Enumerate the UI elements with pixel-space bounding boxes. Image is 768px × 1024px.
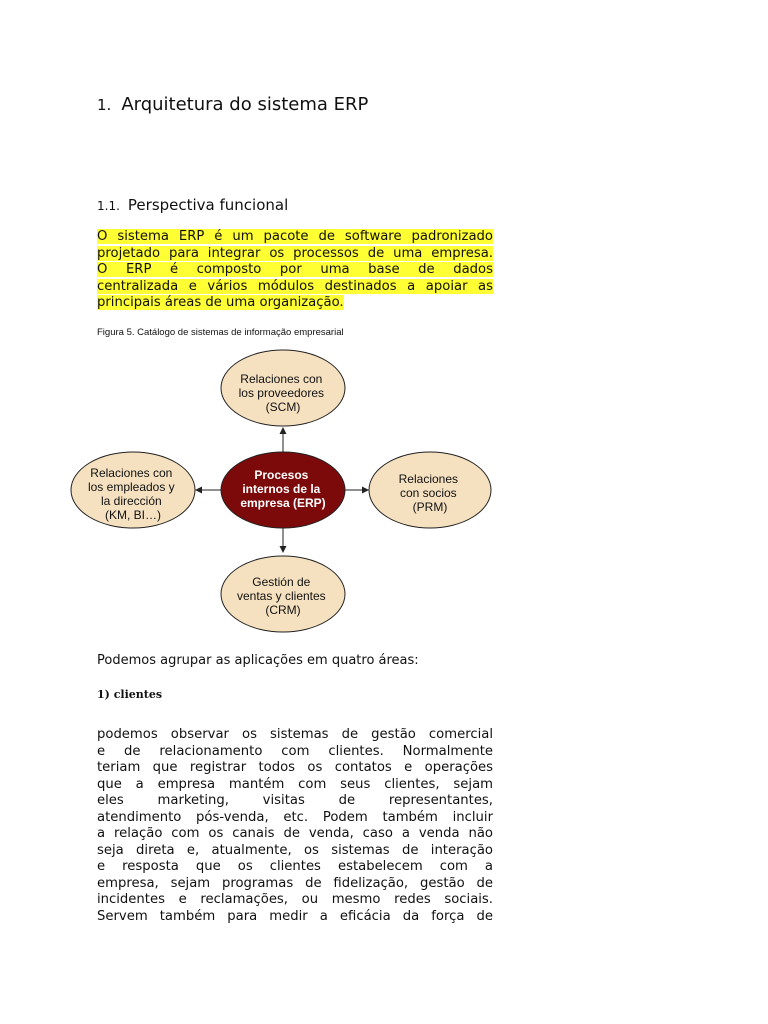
subsection-title: Perspectiva funcional <box>127 196 289 214</box>
node-km-bi-line: los empleados y <box>87 480 175 494</box>
node-scm-line: los proveedores <box>238 386 325 400</box>
body-line: empresa, sejam programas de fidelização, gestão de <box>97 875 493 891</box>
highlight-line: centralizada e vários módulos destinados a apoiar as <box>97 278 493 294</box>
node-km-bi-line: (KM, BI…) <box>105 508 161 522</box>
section-title: Arquitetura do sistema ERP <box>121 94 369 115</box>
body-line: seja direta e, atualmente, os sistemas de interação <box>97 842 493 858</box>
node-km-bi-line: la dirección <box>100 494 162 508</box>
body-line: incidentes e reclamações, ou mesmo redes sociais. <box>97 892 493 907</box>
node-prm-line: Relaciones <box>398 472 459 486</box>
body-line: que a empresa mantém com seus clientes, sejam <box>97 776 493 792</box>
body-line: teriam que registrar todos os contatos e operações <box>97 760 493 775</box>
node-km-bi <box>71 452 195 528</box>
section-number: 1. <box>97 96 112 114</box>
node-scm-line: Relaciones con <box>240 372 323 386</box>
body-line: eles marketing, visitas de representantes, <box>97 793 493 808</box>
body-paragraph <box>97 727 493 925</box>
body-line: e de relacionamento com clientes. Normalmente <box>97 743 493 759</box>
body-line: Servem também para medir a eficácia da força de <box>97 908 493 924</box>
body-line: e resposta que os clientes estabelecem com a <box>97 859 493 874</box>
highlight-line: O ERP é composto por uma base de dados <box>97 262 493 278</box>
node-erp-line: internos de la <box>242 482 321 496</box>
node-crm-line: ventas y clientes <box>236 589 326 603</box>
highlight-line: projetado para integrar os processos de uma empresa. <box>97 245 493 261</box>
node-prm-line: (PRM) <box>412 500 448 514</box>
node-erp-line: empresa (ERP) <box>240 496 326 510</box>
node-erp-line: Procesos <box>254 468 309 482</box>
body-line: podemos observar os sistemas de gestão comercial <box>97 727 493 742</box>
node-crm-line: Gestión de <box>252 575 311 589</box>
node-crm-line: (CRM) <box>265 603 301 617</box>
list-subheading: 1) clientes <box>97 688 163 701</box>
body-line: a relação com os canais de venda, caso a venda não <box>97 826 493 841</box>
body-line: atendimento pós-venda, etc. Podem também incluir <box>97 809 493 825</box>
node-scm-line: (SCM) <box>265 400 301 414</box>
node-prm <box>369 452 491 528</box>
figure-caption: Figura 5. Catálogo de sistemas de informação empresarial <box>97 327 344 338</box>
intro-text: Podemos agrupar as aplicações em quatro áreas: <box>97 653 419 668</box>
node-crm <box>221 556 345 632</box>
node-km-bi-line: Relaciones con <box>90 466 173 480</box>
highlight-line: principais áreas de uma organização. <box>97 295 344 311</box>
node-erp-center <box>221 452 345 528</box>
node-scm <box>221 350 345 426</box>
subsection-number: 1.1. <box>97 199 120 213</box>
node-prm-line: con socios <box>399 486 457 500</box>
highlight-line: O sistema ERP é um pacote de software padronizado <box>97 229 493 244</box>
